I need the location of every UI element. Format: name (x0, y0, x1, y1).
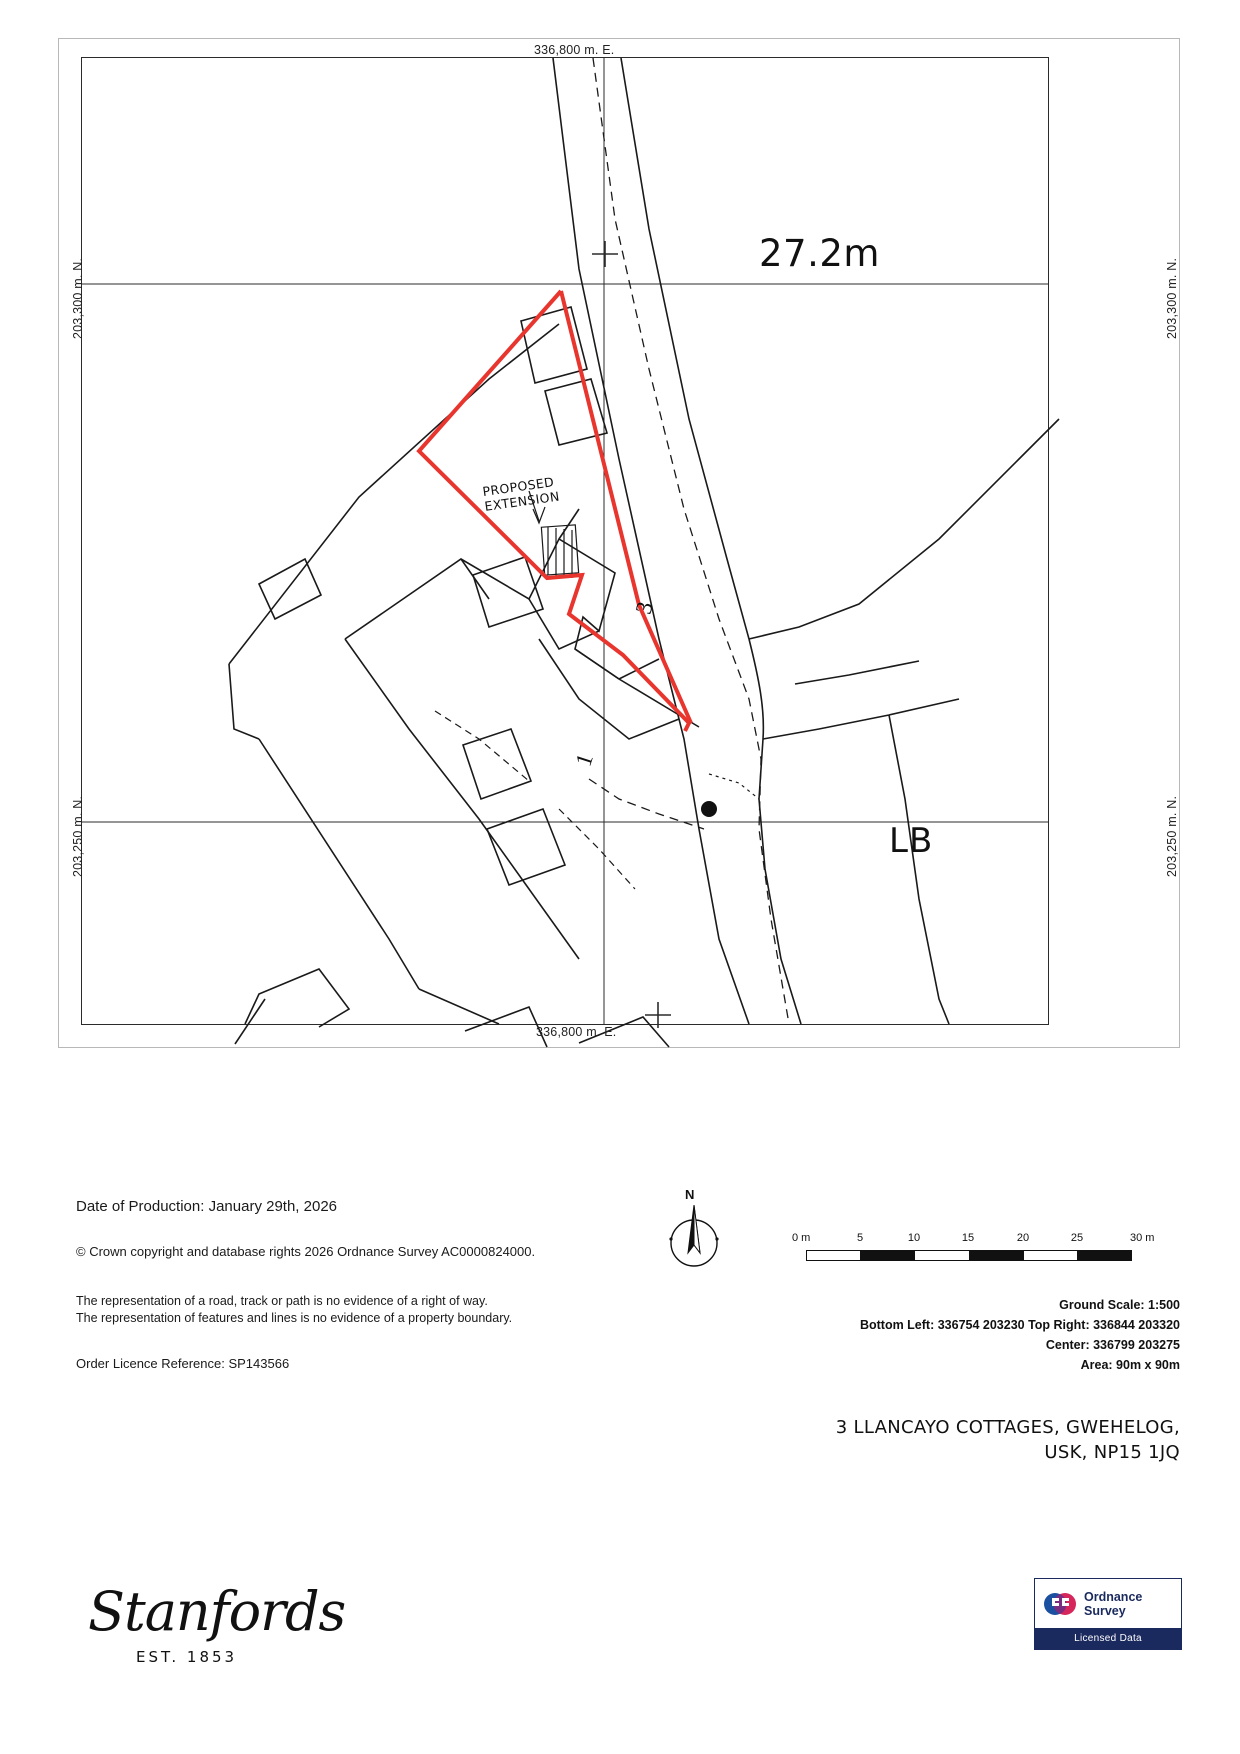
property-address (836, 1415, 1180, 1465)
plot-number-1-label: 1 (570, 750, 598, 770)
scale-tick-10: 10 (907, 1232, 921, 1244)
proposed-extension-annotation: PROPOSED EXTENSION (481, 474, 561, 514)
os-mark-icon (1043, 1587, 1077, 1621)
stanfords-established-text: EST. 1853 (136, 1648, 238, 1666)
stanfords-logo (88, 1580, 346, 1690)
plot-number-3-label: 3 (630, 599, 658, 617)
scale-end-label: 30 m (1130, 1232, 1155, 1244)
grid-label-left-northing-top: 203,300 m. N. (71, 257, 85, 339)
corner-coordinates-text: Bottom Left: 336754 203230 Top Right: 336844 203320 (859, 1318, 1180, 1332)
scale-tick-5: 5 (856, 1232, 864, 1244)
ordnance-survey-logo (1034, 1578, 1182, 1650)
os-licensed-data-bar: Licensed Data (1035, 1628, 1181, 1649)
disclaimer-line-2: The representation of features and lines is no evidence of a property boundary. (76, 1311, 513, 1325)
area-size-text: Area: 90m x 90m (1080, 1358, 1180, 1372)
map-vector-layer (59, 39, 1181, 1049)
scale-bar (806, 1250, 1132, 1261)
north-arrow-icon (660, 1195, 732, 1275)
map-frame (58, 38, 1180, 1048)
north-letter-label: N (685, 1187, 695, 1202)
scale-bar-group (782, 1232, 1162, 1266)
stanfords-wordmark: Stanfords (88, 1580, 346, 1643)
copyright-notice: © Crown copyright and database rights 2026 Ordnance Survey AC0000824000. (76, 1244, 536, 1259)
letter-box-label: LB (889, 821, 934, 861)
grid-label-left-northing-bottom: 203,250 m. N. (71, 795, 85, 877)
scale-tick-15: 15 (961, 1232, 975, 1244)
grid-label-right-northing-top: 203,300 m. N. (1165, 257, 1179, 339)
address-line-2: USK, NP15 1JQ (1044, 1442, 1180, 1463)
scale-tick-25: 25 (1070, 1232, 1084, 1244)
north-arrow (660, 1187, 732, 1275)
grid-label-bottom-easting: 336,800 m. E. (536, 1025, 617, 1039)
os-text-line-1: Ordnance (1084, 1590, 1143, 1604)
center-coordinates-text: Center: 336799 203275 (1045, 1338, 1180, 1352)
scale-tick-20: 20 (1016, 1232, 1030, 1244)
grid-label-top-easting: 336,800 m. E. (534, 43, 615, 57)
os-text-line-2: Survey (1084, 1604, 1126, 1618)
order-licence-reference: Order Licence Reference: SP143566 (76, 1356, 290, 1371)
os-logo-top (1035, 1579, 1181, 1629)
scale-start-label: 0 m (792, 1232, 811, 1244)
grid-label-right-northing-bottom: 203,250 m. N. (1165, 795, 1179, 877)
date-of-production: Date of Production: January 29th, 2026 (76, 1198, 338, 1215)
ground-scale-text: Ground Scale: 1:500 (1059, 1298, 1180, 1312)
spot-height-label: 27.2m (759, 232, 880, 275)
site-boundary-outline (419, 291, 691, 731)
address-line-1: 3 LLANCAYO COTTAGES, GWEHELOG, (835, 1417, 1180, 1438)
os-logo-text (1084, 1590, 1142, 1618)
disclaimer-line-1: The representation of a road, track or path is no evidence of a right of way. (76, 1294, 488, 1308)
